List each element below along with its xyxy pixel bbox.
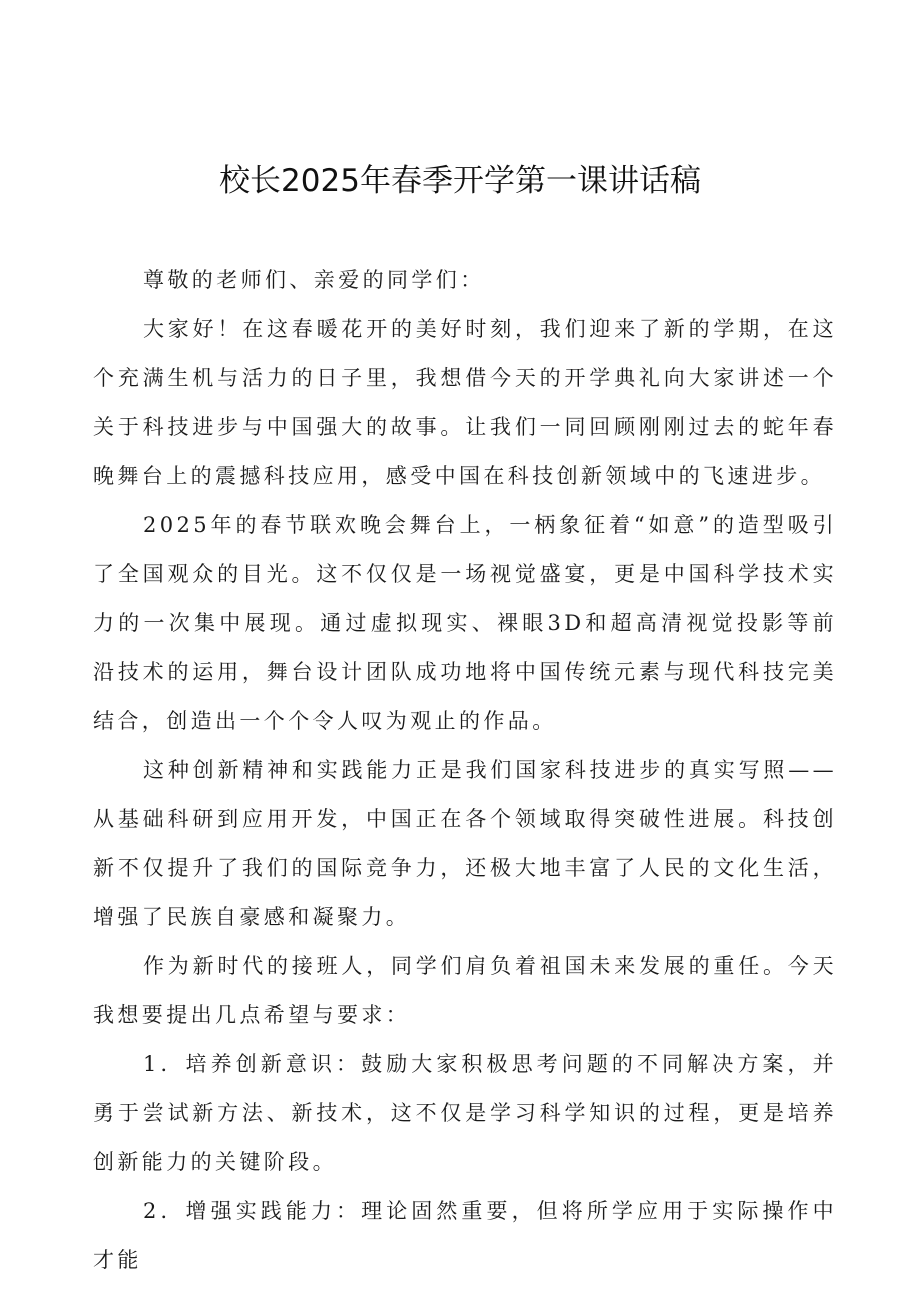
document-title: 校长2025年春季开学第一课讲话稿 [219,163,701,199]
list-item-practice: 2．增强实践能力：理论固然重要，但将所学应用于实际操作中才能 [93,1199,837,1272]
salutation-paragraph: 尊敬的老师们、亲爱的同学们： [143,268,485,292]
intro-paragraph: 大家好！在这春暖花开的美好时刻，我们迎来了新的学期，在这个充满生机与活力的日子里，我想借今天的开学典礼向大家讲述一个关于科技进步与中国强大的故事。让我们一同回顾刚刚过去的蛇年春晚舞台上的震撼科技应用，感受中国在科技创新领域中的飞速进步。 [93,317,837,488]
expectations-paragraph: 作为新时代的接班人，同学们肩负着祖国未来发展的重任。今天我想要提出几点希望与要求： [93,954,837,1027]
innovation-paragraph: 这种创新精神和实践能力正是我们国家科技进步的真实写照——从基础科研到应用开发，中国正在各个领域取得突破性进展。科技创新不仅提升了我们的国际竞争力，还极大地丰富了人民的文化生活，增强了民族自豪感和凝聚力。 [93,758,837,929]
list-item-innovation: 1．培养创新意识：鼓励大家积极思考问题的不同解决方案，并勇于尝试新方法、新技术，这不仅是学习科学知识的过程，更是培养创新能力的关键阶段。 [93,1052,837,1174]
document-body [93,256,837,1285]
spring-gala-paragraph: 2025年的春节联欢晚会舞台上，一柄象征着“如意”的造型吸引了全国观众的目光。这不仅仅是一场视觉盛宴，更是中国科学技术实力的一次集中展现。通过虚拟现实、裸眼3D和超高清视觉投影等前沿技术的运用，舞台设计团队成功地将中国传统元素与现代科技完美结合，创造出一个个令人叹为观止的作品。 [93,513,837,733]
